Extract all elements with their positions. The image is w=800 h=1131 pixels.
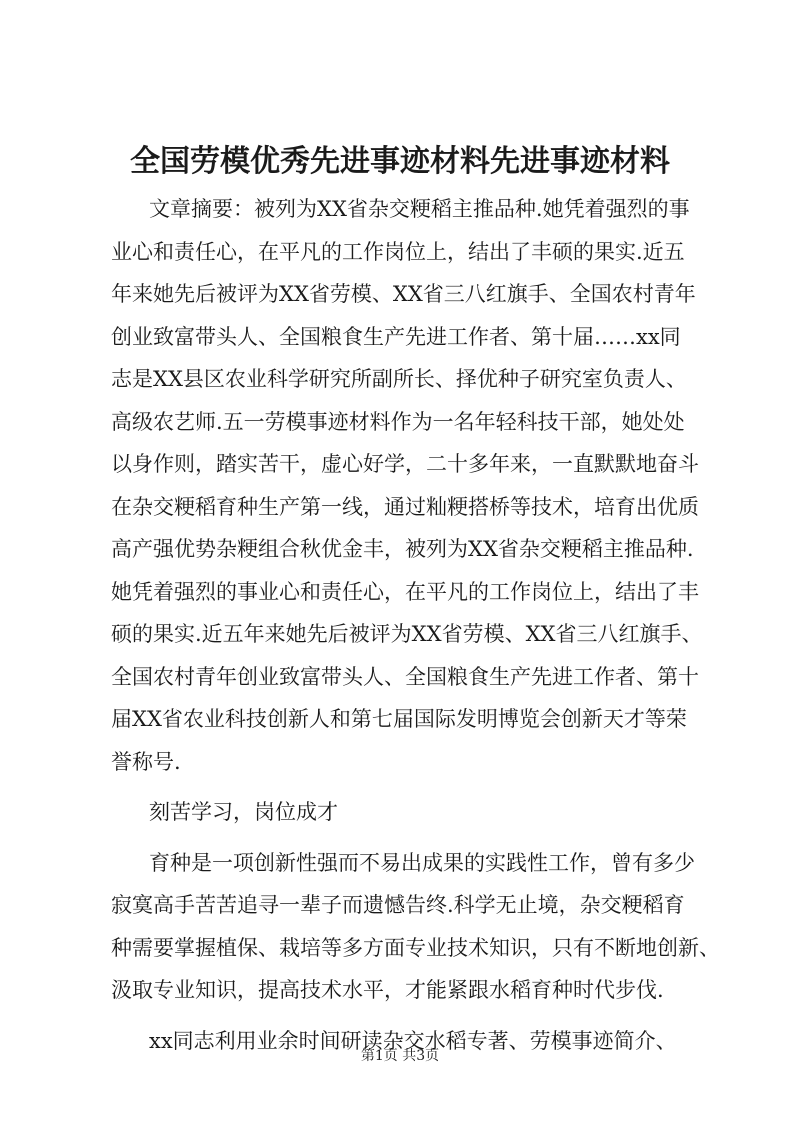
- page-number-footer: 第1页 共3页: [360, 1048, 440, 1064]
- paragraph-spacer: [111, 783, 703, 791]
- text-line: 创业致富带头人、全国粮食生产先进工作者、第十届……xx同: [111, 324, 681, 349]
- text-line: 汲取专业知识，提高技术水平，才能紧跟水稻育种时代步伐.: [111, 978, 664, 1002]
- text-line: 年来她先后被评为XX省劳模、XX省三八红旗手、全国农村青年: [111, 282, 696, 306]
- text-line: 育种是一项创新性强而不易出成果的实践性工作，曾有多少: [149, 850, 695, 875]
- text-line: 全国农村青年创业致富带头人、全国粮食生产先进工作者、第十: [111, 664, 699, 689]
- text-line: 文章摘要：被列为XX省杂交粳稻主推品种.她凭着强烈的事: [149, 197, 690, 221]
- section-heading-text: 刻苦学习，岗位成才: [149, 800, 338, 824]
- text-line: 寂寞高手苦苦追寻一辈子而遗憾告终.科学无止境，杂交粳稻育: [111, 893, 685, 917]
- text-line: 高产强优势杂粳组合秋优金丰，被列为XX省杂交粳稻主推品种.: [111, 537, 694, 561]
- text-line: 以身作则，踏实苦干，虚心好学，二十多年来，一直默默地奋斗: [111, 452, 699, 476]
- text-line: 她凭着强烈的事业心和责任心，在平凡的工作岗位上，结出了丰: [111, 579, 699, 604]
- text-line: 在杂交粳稻育种生产第一线，通过籼粳搭桥等技术，培育出优质: [111, 494, 699, 519]
- paragraph-spacer: [111, 834, 703, 842]
- text-line: 高级农艺师.五一劳模事迹材料作为一名年轻科技干部，她处处: [111, 409, 685, 434]
- text-line: 种需要掌握植保、栽培等多方面专业技术知识，只有不断地创新、: [111, 935, 720, 960]
- section-heading: [111, 791, 703, 834]
- text-line: 誉称号.: [111, 749, 181, 774]
- paragraph-spacer: [111, 1012, 703, 1020]
- text-line: 业心和责任心，在平凡的工作岗位上，结出了丰硕的果实.近五: [111, 239, 685, 264]
- document-title: 全国劳模优秀先进事迹材料先进事迹材料: [130, 144, 670, 179]
- body-paragraph-2: [111, 842, 720, 1012]
- document-body: [111, 188, 720, 1062]
- text-line: xx同志利用业余时间研读杂交水稻专著、劳模事迹简介、: [149, 1028, 677, 1053]
- abstract-paragraph: [111, 188, 703, 783]
- text-line: 志是XX县区农业科学研究所副所长、择优种子研究室负责人、: [111, 367, 687, 391]
- text-line: 届XX省农业科技创新人和第七届国际发明博览会创新天才等荣: [111, 707, 687, 731]
- text-line: 硕的果实.近五年来她先后被评为XX省劳模、XX省三八红旗手、: [111, 622, 703, 646]
